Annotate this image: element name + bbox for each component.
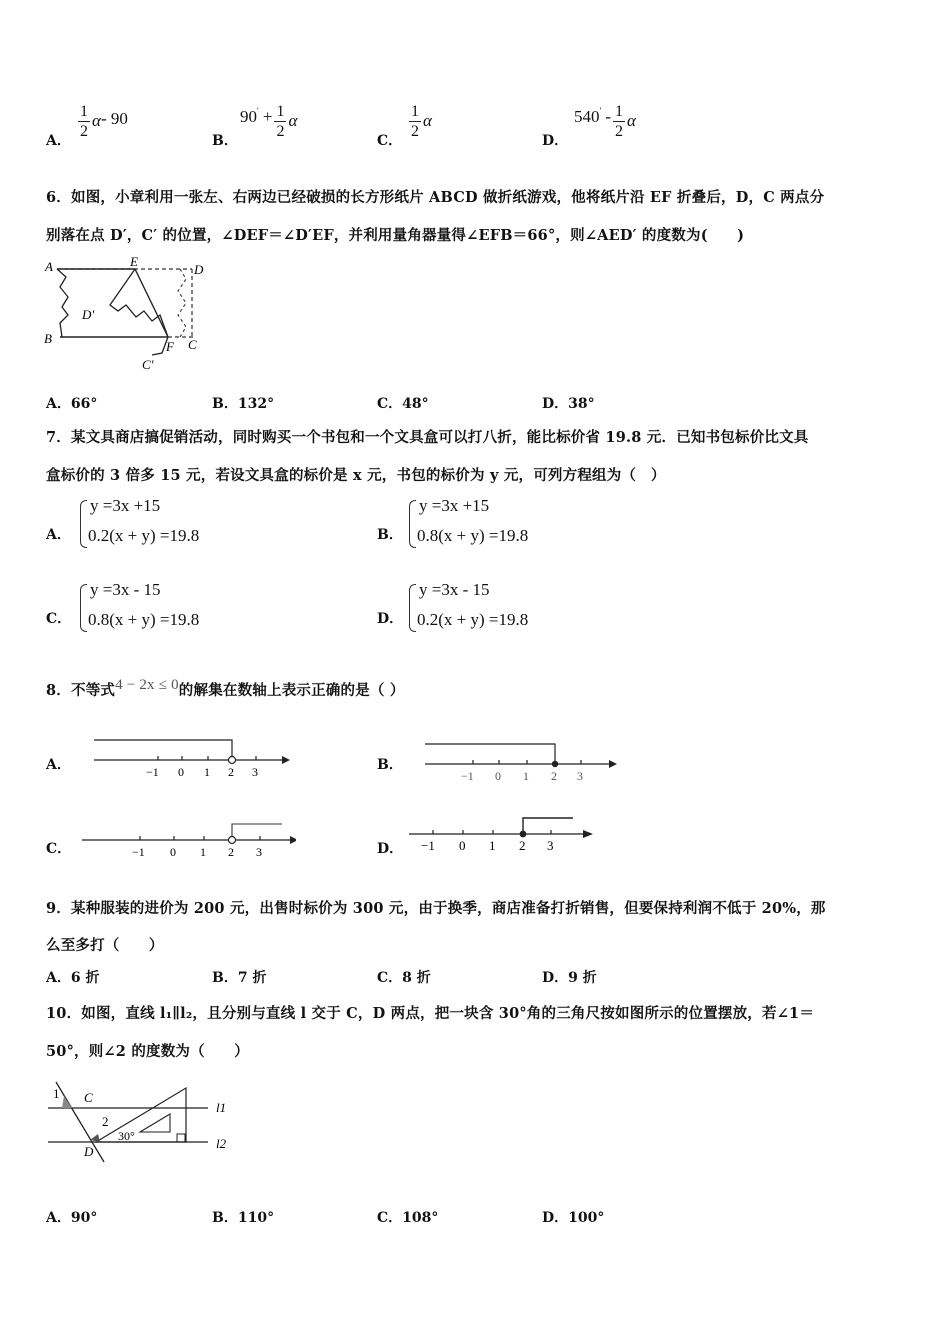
tick-label: 3 (547, 838, 554, 853)
half-fraction: $\frac{1}{2}$ (80, 103, 88, 140)
tick-label: −1 (461, 769, 474, 783)
q6-stem-line2: 别落在点 D′，C′ 的位置，∠DEF＝∠D′EF，并利用量角器量得∠EFB＝66°，则∠AED′ 的度数为( ) (46, 227, 745, 244)
q6-option-b[interactable]: B．132° (212, 396, 275, 412)
equation-brace (409, 500, 416, 548)
tick-label: 1 (489, 838, 496, 853)
figure-label: 2 (102, 1114, 109, 1129)
figure-label: A (45, 259, 53, 274)
number-line-d (405, 816, 595, 864)
figure-label: C (188, 337, 197, 352)
q9-option-b[interactable]: B．7 折 (212, 970, 267, 986)
q6-option-c[interactable]: C．48° (377, 396, 429, 412)
tick-label: 0 (170, 845, 176, 859)
figure-label: 30° (118, 1129, 135, 1143)
q7-stem-line1: 7．某文具商店搞促销活动，同时购买一个书包和一个文具盒可以打八折，能比标价省 19.8 元．已知书包标价比文具 (46, 429, 809, 446)
q6-folding-figure (40, 255, 220, 375)
tick-label: 2 (228, 845, 234, 859)
tick-label: −1 (132, 845, 145, 859)
q7-option-c[interactable]: C． y =3x - 15 0.8(x + y) =19.8 (46, 578, 346, 638)
q7-option-a[interactable]: A． y =3x +15 0.2(x + y) =19.8 (46, 494, 346, 554)
equation-1: y =3x +15 (90, 496, 161, 515)
tick-label: −1 (421, 838, 435, 853)
tick-label: 1 (523, 769, 529, 783)
figure-label: D (84, 1144, 94, 1159)
figure-label: l1 (216, 1100, 227, 1115)
number-line-c (76, 816, 296, 864)
tick-label: 1 (200, 845, 206, 859)
q10-stem-line2: 50°，则∠2 的度数为（ ） (46, 1043, 249, 1060)
equation-2: 0.8(x + y) =19.8 (88, 610, 200, 629)
tick-label: 1 (204, 765, 210, 779)
q10-option-a[interactable]: A．90° (46, 1210, 98, 1226)
q7-option-b[interactable]: B． y =3x +15 0.8(x + y) =19.8 (377, 494, 677, 554)
q7-stem-line2: 盒标价的 3 倍多 15 元，若设文具盒的标价是 x 元，书包的标价为 y 元，可列方程组为（ ） (46, 467, 666, 484)
q5-option-b[interactable]: B． 90' + $\frac{1}{2}$ α (212, 103, 298, 149)
tick-label: 3 (252, 765, 258, 779)
figure-label: C (84, 1090, 93, 1105)
figure-label: E (130, 255, 138, 269)
tick-label: 3 (577, 769, 583, 783)
figure-label: l2 (216, 1136, 227, 1151)
equation-brace (80, 584, 87, 632)
equation-1: y =3x +15 (419, 496, 490, 515)
q10-parallel-lines-figure (40, 1074, 240, 1166)
equation-brace (409, 584, 416, 632)
q10-option-b[interactable]: B．110° (212, 1210, 275, 1226)
q9-option-d[interactable]: D．9 折 (542, 970, 597, 986)
q5-option-a[interactable]: A． $\frac{1}{2}$ α- 90 (46, 103, 128, 149)
q9-option-c[interactable]: C．8 折 (377, 970, 431, 986)
figure-label: D' (82, 307, 95, 322)
equation-2: 0.2(x + y) =19.8 (88, 526, 200, 545)
equation-2: 0.8(x + y) =19.8 (417, 526, 529, 545)
tick-label: 3 (256, 845, 262, 859)
tick-label: 0 (495, 769, 501, 783)
q8-stem: 8．不等式4 − 2x ≤ 0的解集在数轴上表示正确的是（ ） (46, 677, 405, 699)
tick-label: 0 (178, 765, 184, 779)
figure-label: B (44, 331, 52, 346)
number-line-a (86, 732, 296, 780)
tick-label: −1 (146, 765, 159, 779)
q9-option-a[interactable]: A．6 折 (46, 970, 100, 986)
figure-label: D (194, 262, 204, 277)
q8-inequality: 4 − 2x ≤ 0 (115, 677, 179, 693)
q10-option-d[interactable]: D．100° (542, 1210, 605, 1226)
q5-option-c[interactable]: C． $\frac{1}{2}$ α (377, 103, 432, 149)
tick-label: 2 (228, 765, 234, 779)
q9-stem-line2: 么至多打（ ） (46, 937, 164, 954)
q10-stem-line1: 10．如图，直线 l₁∥l₂，且分别与直线 l 交于 C，D 两点，把一块含 30°角的三角尺按如图所示的位置摆放，若∠1＝ (46, 1005, 815, 1022)
q6-option-d[interactable]: D．38° (542, 396, 595, 412)
tick-label: 2 (551, 769, 557, 783)
equation-1: y =3x - 15 (419, 580, 490, 599)
q10-option-c[interactable]: C．108° (377, 1210, 439, 1226)
number-line-b (417, 736, 627, 784)
figure-label: F (166, 339, 174, 354)
q5-option-d[interactable]: D． 540' - $\frac{1}{2}$ α (542, 103, 636, 149)
q9-stem-line1: 9．某种服装的进价为 200 元，出售时标价为 300 元，由于换季，商店准备打折销售，但要保持利润不低于 20%，那 (46, 900, 826, 917)
q6-option-a[interactable]: A．66° (46, 396, 98, 412)
equation-1: y =3x - 15 (90, 580, 161, 599)
tick-label: 0 (459, 838, 466, 853)
q6-stem-line1: 6．如图，小章利用一张左、右两边已经破损的长方形纸片 ABCD 做折纸游戏，他将纸片沿 EF 折叠后，D，C 两点分 (46, 189, 825, 206)
figure-label: 1 (53, 1086, 60, 1101)
figure-label: C' (142, 357, 154, 372)
equation-brace (80, 500, 87, 548)
tick-label: 2 (519, 838, 526, 853)
equation-2: 0.2(x + y) =19.8 (417, 610, 529, 629)
q7-option-d[interactable]: D． y =3x - 15 0.2(x + y) =19.8 (377, 578, 677, 638)
